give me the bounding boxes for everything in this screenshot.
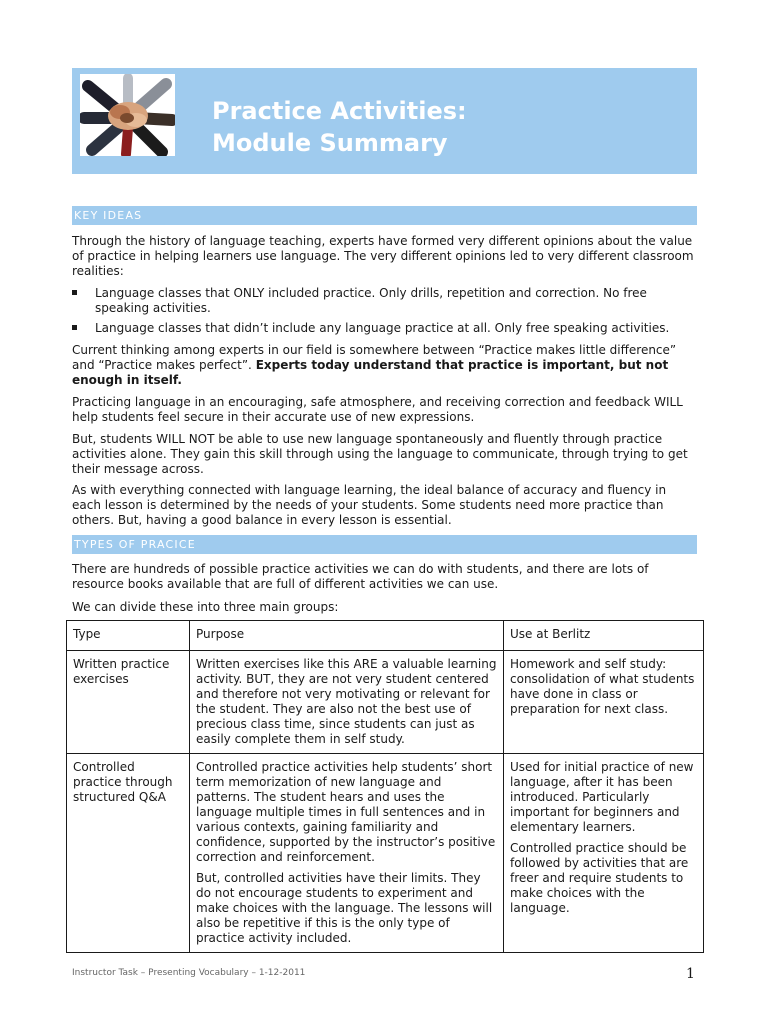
- list-item: [95, 321, 695, 336]
- key-ideas-heading: KEY IDEAS: [74, 209, 143, 222]
- but-students-paragraph: But, students WILL NOT be able to use new language spontaneously and fluently through practice activities alone. They gain this skill through using the language to communicate, through trying to get their message across.: [72, 432, 688, 476]
- cell-paragraph: But, controlled activities have their limits. They do not encourage students to experiment and make choices with the language. The lessons will also be repetitive if this is the only type of practice activity included.: [196, 871, 493, 945]
- table-header-row: [67, 621, 704, 651]
- header-use: Use at Berlitz: [504, 621, 704, 651]
- cell-paragraph: Controlled practice activities help students’ short term memorization of new language and patterns. The student hears and uses the language multiple times in full sentences and in various contexts, gaining familiarity and confidence, supported by the instructor’s positive correction and reinforcement.: [196, 760, 496, 864]
- practice-types-table: [66, 620, 704, 953]
- cell-use: [504, 651, 704, 754]
- header-type: Type: [67, 621, 190, 651]
- key-ideas-section-bar: [72, 206, 697, 225]
- cell-paragraph: Controlled practice should be followed by activities that are freer and require students to make choices with the language.: [510, 841, 689, 915]
- header-purpose: Purpose: [190, 621, 504, 651]
- balance-paragraph: As with everything connected with language learning, the ideal balance of accuracy and fluency in each lesson is determined by the needs of your students. Some students need more practice than others. But, having a good balance in every lesson is essential.: [72, 483, 667, 527]
- types-section-bar: [72, 535, 697, 554]
- cell-use: [504, 754, 704, 953]
- table-row: [67, 754, 704, 953]
- cell-type: Written practice exercises: [67, 651, 190, 754]
- types-divide: We can divide these into three main groups:: [72, 600, 339, 614]
- bullet-icon: [72, 321, 79, 336]
- page-title: [212, 95, 467, 159]
- cell-purpose: [190, 754, 504, 953]
- practicing-paragraph: Practicing language in an encouraging, safe atmosphere, and receiving correction and feedback WILL help students feel secure in their accurate use of new expressions.: [72, 395, 683, 424]
- list-item: [95, 286, 695, 316]
- page-number: 1: [686, 966, 695, 982]
- table-row: [67, 651, 704, 754]
- teamwork-hands-photo: [80, 74, 175, 156]
- current-thinking-paragraph: [72, 343, 697, 388]
- current-thinking-text: Current thinking among experts in our field is somewhere between “Practice makes little difference” and “Practice makes perfect”.: [72, 343, 677, 372]
- current-thinking-emphasis: Experts today understand that practice is important, but not enough in itself.: [72, 358, 669, 387]
- title-line-2: Module Summary: [212, 129, 448, 157]
- types-intro: There are hundreds of possible practice activities we can do with students, and there are lots of resource books available that are full of different activities we can use.: [72, 562, 649, 591]
- title-line-1: Practice Activities:: [212, 97, 467, 125]
- bullet-icon: [72, 286, 79, 301]
- cell-purpose: [190, 651, 504, 754]
- cell-paragraph: Used for initial practice of new language, after it has been introduced. Particularly important for beginners and elementary learners.: [510, 760, 694, 834]
- cell-paragraph: Homework and self study: consolidation of what students have done in class or preparation for next class.: [510, 657, 695, 716]
- list-item-text: Language classes that didn’t include any language practice at all. Only free speaking activities.: [95, 321, 670, 335]
- key-ideas-intro: Through the history of language teaching, experts have formed very different opinions about the value of practice in helping learners use language. The very different opinions led to very different classroom realities:: [72, 234, 694, 278]
- list-item-text: Language classes that ONLY included practice. Only drills, repetition and correction. No free speaking activities.: [95, 286, 647, 315]
- footer-text: Instructor Task – Presenting Vocabulary – 1-12-2011: [72, 968, 306, 978]
- types-heading: TYPES OF PRACICE: [74, 538, 196, 551]
- cell-type: Controlled practice through structured Q&A: [67, 754, 190, 953]
- cell-paragraph: Written exercises like this ARE a valuable learning activity. BUT, they are not very student centered and therefore not very motivating or relevant for the student. They are also not the best use of precious class time, since students can just as easily complete them in self study.: [196, 657, 497, 746]
